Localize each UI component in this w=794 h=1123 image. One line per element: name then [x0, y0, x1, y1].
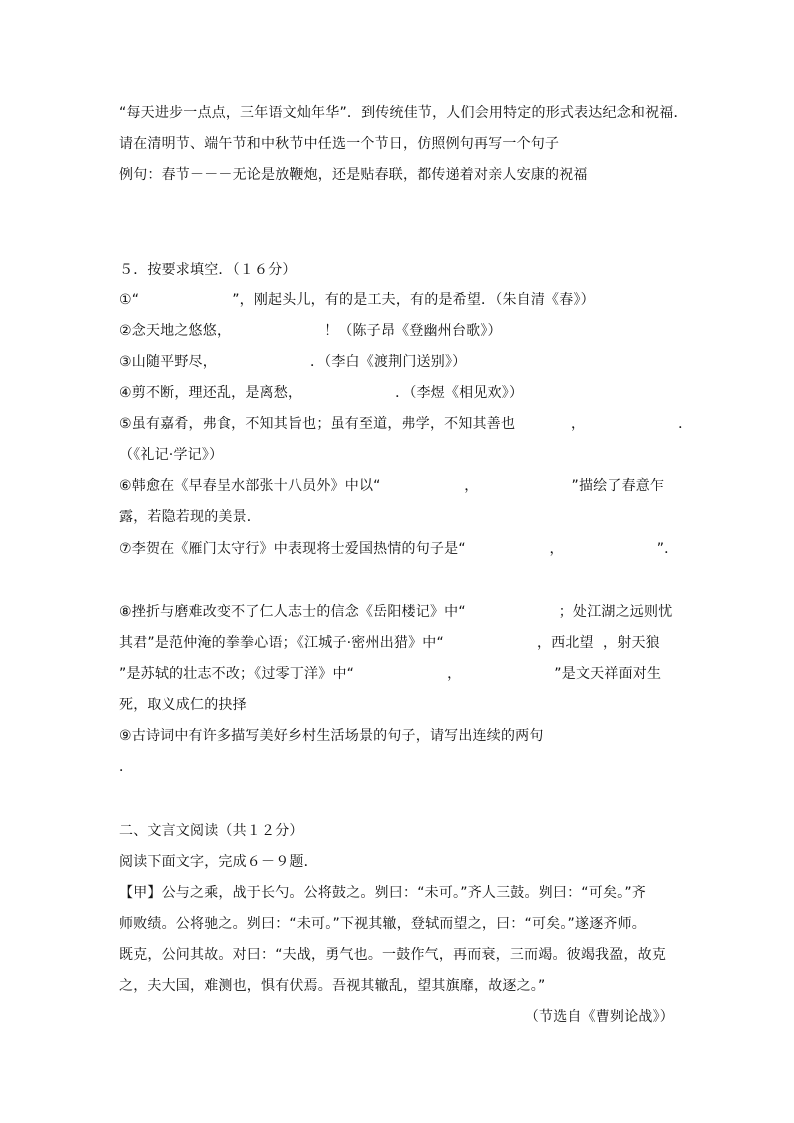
q5-item-7: ⑦李贺在《雁门太守行》中表现将士爱国热情的句子是“ ， ”．	[119, 541, 679, 557]
q5-item-6-cont: 露，若隐若现的美景．	[119, 509, 261, 525]
q5-item-9: ⑨古诗词中有许多描写美好乡村生活场景的句子，请写出连续的两句	[119, 728, 544, 744]
intro-line-2: 请在清明节、端午节和中秋节中任选一个节日，仿照例句再写一个句子	[119, 136, 560, 152]
section2-instruction: 阅读下面文字，完成６－９题．	[119, 854, 318, 870]
passage-line-3: 既克，公问其故。对曰：“夫战，勇气也。一鼓作气，再而衰，三而竭。彼竭我盈，故克	[119, 947, 667, 963]
q5-item-4: ④剪不断，理还乱，是离愁， ．（李煜《相见欢》）	[119, 385, 524, 401]
q5-item-5: ⑤虽有嘉肴，弗食，不知其旨也；虽有至道，弗学，不知其善也 ， ．	[119, 416, 693, 432]
passage-line-1: 【甲】公与之乘，战于长勺。公将鼓之。刿曰：“未可。”齐人三鼓。刿曰：“可矣。”齐	[119, 885, 647, 901]
passage-line-2: 师败绩。公将驰之。刿曰：“未可。”下视其辙，登轼而望之，曰：“可矣。”遂逐齐师。	[119, 916, 647, 932]
q5-title: ５．按要求填空．（１６分）	[119, 262, 297, 278]
passage-line-4: 之，夫大国，难测也，惧有伏焉。吾视其辙乱，望其旗靡，故逐之。”	[119, 978, 546, 994]
q5-item-5-source: （《礼记·学记》）	[119, 447, 224, 463]
q5-item-8: ⑧挫折与磨难改变不了仁人志士的信念《岳阳楼记》中“ ；处江湖之远则忧	[119, 604, 673, 620]
intro-line-1: “每天进步一点点，三年语文灿年华”．到传统佳节，人们会用特定的形式表达纪念和祝福．	[119, 105, 688, 121]
q5-item-8-cont-1: 其君”是范仲淹的拳拳心语；《江城子·密州出猎》中“ ，西北望 ，射天狼	[119, 635, 660, 651]
q5-item-8-cont-3: 死，取义成仁的抉择	[119, 697, 247, 713]
q5-item-1: ①“ ”，刚起头儿，有的是工夫，有的是希望．（朱自清《春》）	[119, 292, 595, 308]
passage-source: （节选自《曹刿论战》）	[524, 1009, 674, 1025]
section2-title: 二、文言文阅读（共１２分）	[119, 823, 304, 839]
q5-item-6: ⑥韩愈在《早春呈水部张十八员外》中以“ ， ”描绘了春意乍	[119, 478, 665, 494]
q5-item-9-answer: ．	[119, 759, 134, 775]
intro-line-3: 例句：春节－－－无论是放鞭炮，还是贴春联，都传递着对亲人安康的祝福	[119, 167, 588, 183]
q5-item-8-cont-2: ”是苏轼的壮志不改；《过零丁洋》中“ ， ”是文天祥面对生	[119, 666, 662, 682]
q5-item-2: ②念天地之悠悠， ！（陈子昂《登幽州台歌》）	[119, 323, 502, 339]
q5-item-3: ③山随平野尽， ．（李白《渡荆门送别》）	[119, 354, 467, 370]
